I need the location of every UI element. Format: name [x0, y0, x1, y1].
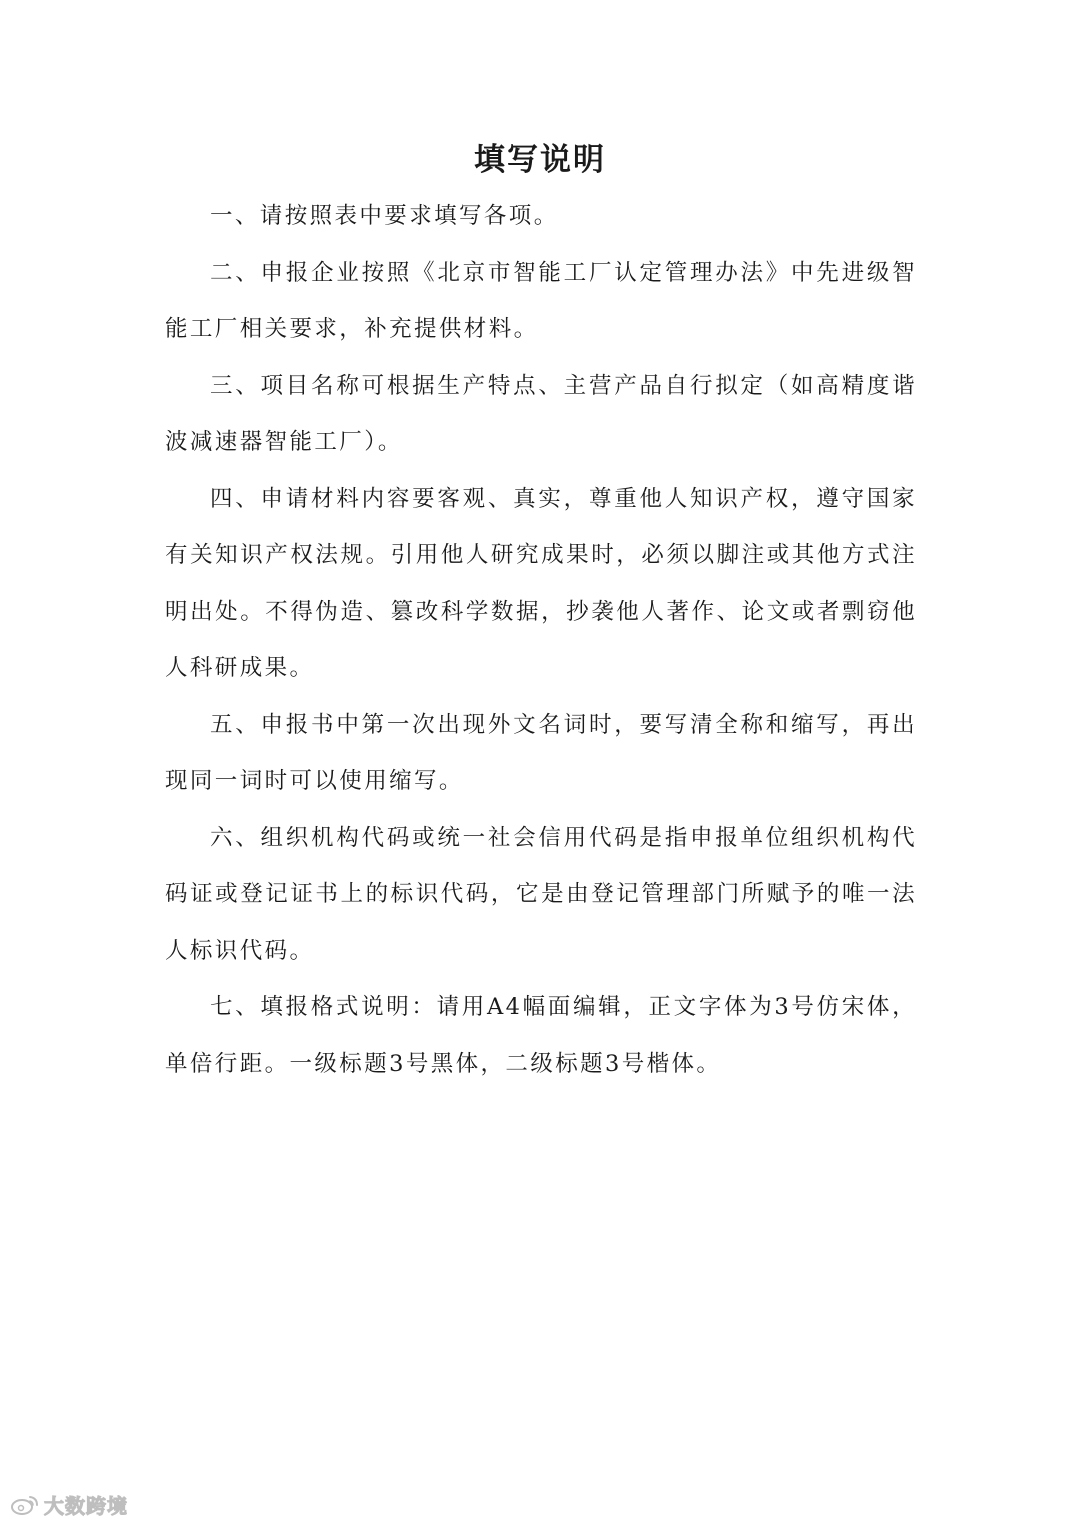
watermark: [10, 1490, 128, 1519]
page-title: 填写说明: [474, 142, 606, 178]
watermark-text: 大数跨境: [44, 1494, 128, 1518]
instruction-paragraph-7: 七、填报格式说明：请用A4幅面编辑，正文字体为3号仿宋体，单倍行距。一级标题3号黑体，二级标题3号楷体。: [165, 994, 917, 1077]
instruction-paragraph-1: 一、请按照表中要求填写各项。: [210, 203, 559, 229]
instruction-paragraph-4: 四、申请材料内容要客观、真实，尊重他人知识产权，遵守国家有关知识产权法规。引用他人研究成果时，必须以脚注或其他方式注明出处。不得伪造、篡改科学数据，抄袭他人著作、论文或者剽窃他人科研成果。: [165, 485, 917, 681]
instruction-paragraph-5: 五、申报书中第一次出现外文名词时，要写清全称和缩写，再出现同一词时可以使用缩写。: [165, 711, 917, 794]
instruction-paragraph-3: 三、项目名称可根据生产特点、主营产品自行拟定（如高精度谐波减速器智能工厂）。: [165, 372, 917, 455]
instruction-paragraph-6: 六、组织机构代码或统一社会信用代码是指申报单位组织机构代码证或登记证书上的标识代码，它是由登记管理部门所赋予的唯一法人标识代码。: [165, 824, 917, 964]
weibo-logo-icon: [10, 1494, 40, 1516]
document-body: [165, 188, 917, 1092]
instruction-paragraph-2: 二、申报企业按照《北京市智能工厂认定管理办法》中先进级智能工厂相关要求，补充提供材料。: [165, 259, 917, 342]
